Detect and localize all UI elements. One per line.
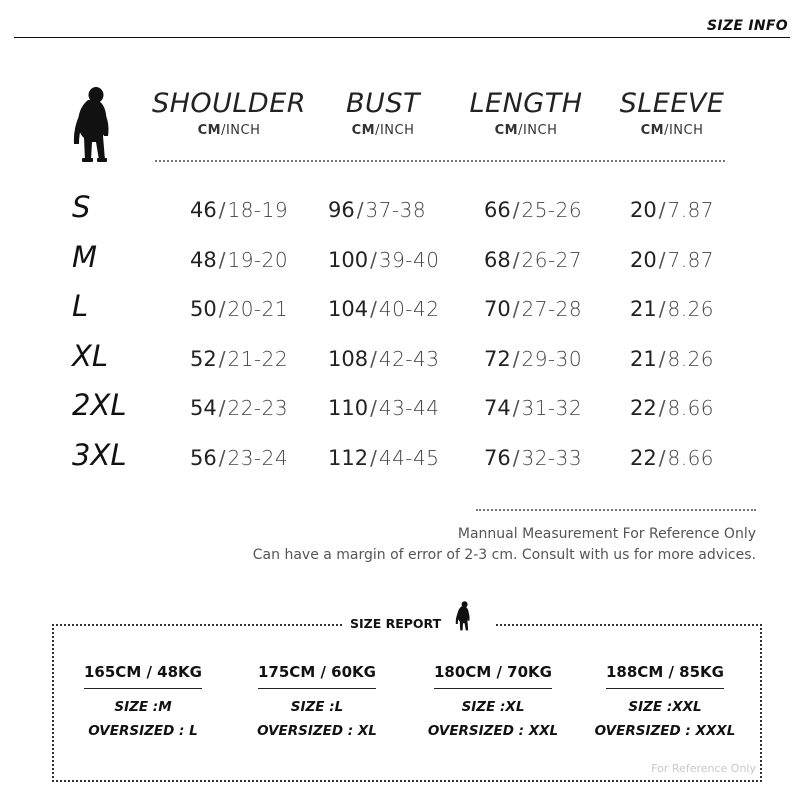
inch-value: 27-28 <box>521 297 583 321</box>
cm-value: 20 <box>630 198 657 222</box>
cm-value: 21 <box>630 297 657 321</box>
cm-value: 54 <box>190 396 217 420</box>
report-height-weight: 180CM / 70KG <box>434 663 552 689</box>
measurement-cell <box>328 198 426 222</box>
cm-value: 21 <box>630 346 657 371</box>
inch-value: 40-42 <box>378 297 440 321</box>
report-oversized: OVERSIZED : XXL <box>427 723 559 739</box>
separator: / <box>370 445 377 470</box>
measurement-cell <box>484 198 582 222</box>
column-title: SLEEVE <box>619 88 725 119</box>
cm-value: 104 <box>328 297 369 321</box>
separator: / <box>370 247 377 272</box>
inch-value: 22-23 <box>227 396 289 420</box>
report-oversized: OVERSIZED : XXXL <box>594 723 736 739</box>
separator: / <box>658 346 666 371</box>
cm-value: 72 <box>484 346 511 371</box>
cm-value: 66 <box>484 198 511 222</box>
measurement-cell <box>328 446 439 470</box>
inch-value: 32-33 <box>521 445 583 470</box>
cm-value: 22 <box>630 445 657 470</box>
measurement-cell <box>630 396 714 420</box>
report-item <box>232 662 402 739</box>
notes-dotted-divider <box>476 509 756 511</box>
measurement-cell <box>190 347 288 371</box>
separator: / <box>370 396 377 420</box>
inch-value: 8.26 <box>667 297 715 321</box>
column-unit: CM/INCH <box>494 123 558 138</box>
inch-value: 29-30 <box>521 346 583 371</box>
measurement-cell <box>190 396 288 420</box>
report-oversized: OVERSIZED : XL <box>257 723 377 739</box>
inch-value: 20-21 <box>227 297 289 321</box>
separator: / <box>356 198 364 222</box>
measurement-cell <box>630 297 714 321</box>
measurement-cell <box>484 347 582 371</box>
separator: / <box>658 247 666 272</box>
cm-value: 56 <box>190 445 217 470</box>
column-header-sleeve <box>587 88 757 138</box>
note-reference: Mannual Measurement For Reference Only <box>457 526 756 542</box>
cm-value: 100 <box>328 247 369 272</box>
measurement-cell <box>328 396 439 420</box>
cm-value: 96 <box>328 198 355 222</box>
size-label: XL <box>72 338 109 373</box>
gorilla-silhouette-icon <box>452 600 474 632</box>
inch-value: 8.26 <box>667 346 715 371</box>
separator: / <box>658 198 666 222</box>
size-info-title: SIZE INFO <box>707 18 788 34</box>
inch-value: 43-44 <box>378 396 440 420</box>
column-header-shoulder <box>144 88 314 138</box>
inch-value: 21-22 <box>227 346 289 371</box>
inch-value: 23-24 <box>227 445 289 470</box>
separator: / <box>370 346 377 371</box>
report-size: SIZE :XL <box>461 699 525 715</box>
inch-value: 7.87 <box>667 198 715 222</box>
separator: / <box>370 297 377 321</box>
separator: / <box>218 445 226 470</box>
report-size: SIZE :XXL <box>628 699 702 715</box>
inch-value: 8.66 <box>667 445 715 470</box>
inch-value: 26-27 <box>521 247 583 272</box>
measurement-cell <box>630 347 714 371</box>
inch-value: 7.87 <box>667 247 715 272</box>
separator: / <box>512 198 520 222</box>
cm-value: 112 <box>328 445 369 470</box>
inch-value: 25-26 <box>521 198 583 222</box>
measurement-cell <box>190 248 288 272</box>
separator: / <box>512 445 520 470</box>
separator: / <box>218 198 226 222</box>
measurement-cell <box>484 396 582 420</box>
column-unit: CM/INCH <box>197 123 261 138</box>
report-height-weight: 175CM / 60KG <box>258 663 376 689</box>
measurement-cell <box>484 248 582 272</box>
measurement-cell <box>630 248 714 272</box>
separator: / <box>218 396 226 420</box>
size-label: S <box>72 190 91 224</box>
column-unit: CM/INCH <box>640 123 704 138</box>
cm-value: 20 <box>630 247 657 272</box>
separator: / <box>218 247 226 272</box>
inch-value: 18-19 <box>227 198 289 222</box>
cm-value: 46 <box>190 198 217 222</box>
size-report-title: SIZE REPORT <box>350 616 442 631</box>
cm-value: 108 <box>328 346 369 371</box>
separator: / <box>658 396 666 420</box>
column-title: SHOULDER <box>151 88 307 119</box>
inch-value: 31-32 <box>521 396 583 420</box>
size-label: L <box>72 289 89 323</box>
column-title: BUST <box>346 88 420 119</box>
report-size: SIZE :L <box>290 699 344 715</box>
header-dotted-divider <box>155 160 725 162</box>
measurement-cell <box>190 198 288 222</box>
inch-value: 37-38 <box>365 198 427 222</box>
measurement-cell <box>630 198 714 222</box>
size-label: 2XL <box>72 388 127 422</box>
size-label: 3XL <box>72 437 127 472</box>
measurement-cell <box>190 446 288 470</box>
measurement-cell <box>328 347 439 371</box>
separator: / <box>658 445 666 470</box>
measurement-cell <box>328 248 439 272</box>
cm-value: 68 <box>484 247 511 272</box>
size-report-header <box>344 614 494 638</box>
cm-value: 74 <box>484 396 511 420</box>
cm-value: 48 <box>190 247 217 272</box>
separator: / <box>658 297 666 321</box>
cm-value: 76 <box>484 445 511 470</box>
inch-value: 39-40 <box>378 247 440 272</box>
report-item <box>580 662 750 739</box>
cm-value: 52 <box>190 346 217 371</box>
watermark-text: For Reference Only <box>651 762 756 775</box>
cm-value: 110 <box>328 396 369 420</box>
measurement-cell <box>190 297 288 321</box>
inch-value: 44-45 <box>378 445 440 470</box>
report-height-weight: 165CM / 48KG <box>84 663 202 689</box>
cm-value: 50 <box>190 297 217 321</box>
measurement-cell <box>328 297 439 321</box>
separator: / <box>218 346 226 371</box>
column-unit: CM/INCH <box>351 123 415 138</box>
measurement-cell <box>630 446 714 470</box>
report-item <box>408 662 578 739</box>
inch-value: 42-43 <box>378 346 440 371</box>
inch-value: 19-20 <box>227 247 289 272</box>
cm-value: 22 <box>630 396 657 420</box>
report-size: SIZE :M <box>114 699 172 715</box>
column-title: LENGTH <box>469 88 583 119</box>
separator: / <box>512 346 520 371</box>
separator: / <box>512 297 520 321</box>
note-margin-error: Can have a margin of error of 2-3 cm. Consult with us for more advices. <box>252 547 756 563</box>
inch-value: 8.66 <box>667 396 715 420</box>
size-label: M <box>72 239 98 274</box>
cm-value: 70 <box>484 297 511 321</box>
gorilla-silhouette-icon <box>66 84 118 164</box>
report-oversized: OVERSIZED : L <box>88 723 198 739</box>
report-height-weight: 188CM / 85KG <box>606 663 724 689</box>
separator: / <box>218 297 226 321</box>
measurement-cell <box>484 446 582 470</box>
separator: / <box>512 396 520 420</box>
separator: / <box>512 247 520 272</box>
column-header-length <box>441 88 611 138</box>
report-item <box>58 662 228 739</box>
measurement-cell <box>484 297 582 321</box>
header-divider <box>14 37 790 38</box>
